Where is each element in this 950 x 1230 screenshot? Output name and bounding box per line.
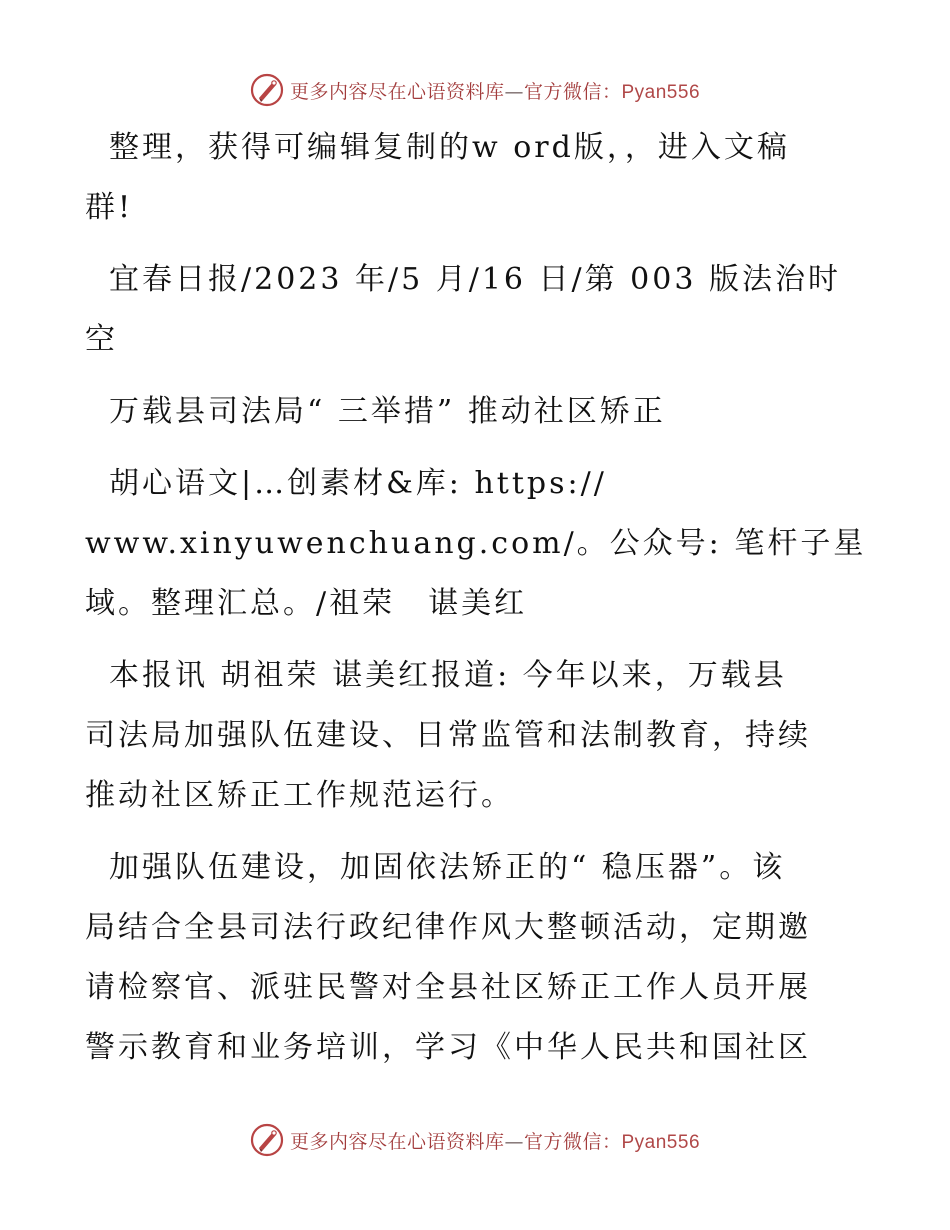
text-line: 胡心语文|…创素材&库: https://	[109, 466, 607, 501]
paragraph-lead	[85, 646, 857, 826]
banner-title: 更多内容尽在心语资料库	[289, 80, 505, 103]
text-line: www.xinyuwenchuang.com/。公众号: 笔杆子星	[85, 526, 867, 561]
banner-text	[290, 77, 700, 104]
banner-wechat-label: 官方微信：	[523, 1130, 622, 1153]
text-line: 域。整理汇总。/祖荣 谌美红	[85, 586, 528, 621]
banner-wechat-handle: Pyan556	[621, 81, 701, 103]
text-line: 推动社区矫正工作规范运行。	[85, 778, 514, 813]
article-title	[97, 382, 857, 442]
paragraph-intro	[85, 118, 857, 238]
text-line: 请检察官、派驻民警对全县社区矫正工作人员开展	[85, 970, 811, 1005]
document-body	[85, 118, 867, 1090]
paragraph-team-building	[85, 838, 857, 1078]
banner-wechat-handle: Pyan556	[621, 1131, 701, 1153]
banner-text	[290, 1127, 700, 1154]
text-line: 群!	[85, 190, 134, 225]
text-line: 整理，获得可编辑复制的w ord版，，进入文稿	[109, 130, 790, 165]
banner-title: 更多内容尽在心语资料库	[289, 1130, 505, 1153]
paragraph-byline	[85, 454, 867, 634]
text-line: 空	[85, 322, 118, 357]
footer-banner	[0, 1120, 950, 1160]
pen-logo-icon	[250, 73, 284, 107]
text-line: 宜春日报/2023 年/5 月/16 日/第 003 版法治时	[109, 262, 841, 297]
banner-dash: —	[504, 1130, 524, 1153]
text-line: 万载县司法局“ 三举措” 推动社区矫正	[109, 394, 666, 429]
text-line: 司法局加强队伍建设、日常监管和法制教育，持续	[85, 718, 811, 753]
banner-dash: —	[504, 80, 524, 103]
text-line: 警示教育和业务培训，学习《中华人民共和国社区	[85, 1030, 811, 1065]
paragraph-source	[85, 250, 857, 370]
text-line: 本报讯 胡祖荣 谌美红报道: 今年以来，万载县	[109, 658, 787, 693]
banner-wechat-label: 官方微信：	[523, 80, 622, 103]
text-line: 局结合全县司法行政纪律作风大整顿活动，定期邀	[85, 910, 811, 945]
pen-logo-icon	[250, 1123, 284, 1157]
text-line: 加强队伍建设，加固依法矫正的“ 稳压器”。该	[109, 850, 786, 885]
header-banner	[0, 70, 950, 110]
